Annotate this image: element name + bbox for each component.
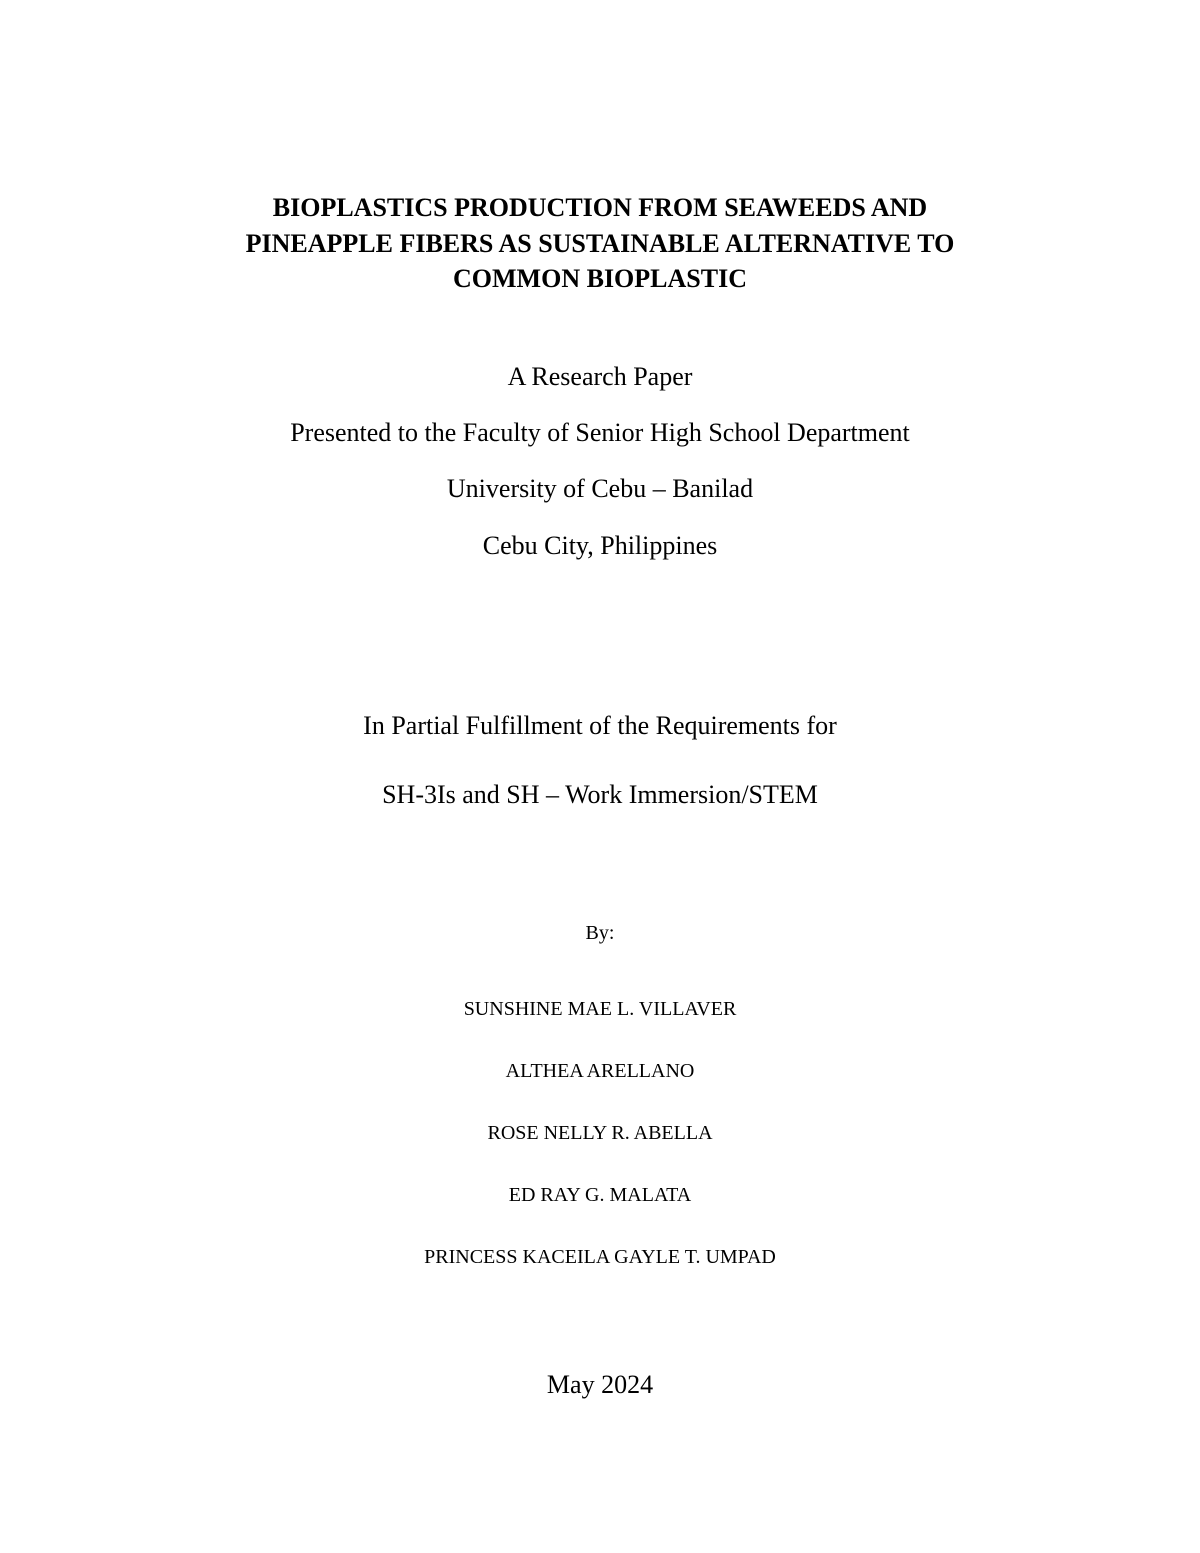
university-name: University of Cebu – Banilad <box>446 474 754 503</box>
paper-type: A Research Paper <box>507 362 693 391</box>
author-name: SUNSHINE MAE L. VILLAVER <box>463 998 737 1020</box>
course-requirement: SH-3Is and SH – Work Immersion/STEM <box>382 780 818 809</box>
presented-to: Presented to the Faculty of Senior High School Department <box>290 418 910 447</box>
fulfillment-statement: In Partial Fulfillment of the Requirements for <box>363 711 837 740</box>
paper-title-line-1: BIOPLASTICS PRODUCTION FROM SEAWEEDS AND <box>272 193 928 222</box>
author-name: ROSE NELLY R. ABELLA <box>487 1122 713 1144</box>
location: Cebu City, Philippines <box>482 531 718 560</box>
submission-date: May 2024 <box>546 1370 654 1399</box>
author-name: ALTHEA ARELLANO <box>505 1060 695 1082</box>
author-name: ED RAY G. MALATA <box>508 1184 692 1206</box>
paper-title-line-3: COMMON BIOPLASTIC <box>453 264 747 293</box>
paper-title-line-2: PINEAPPLE FIBERS AS SUSTAINABLE ALTERNATIVE TO <box>245 229 955 258</box>
author-name: PRINCESS KACEILA GAYLE T. UMPAD <box>424 1246 776 1268</box>
by-label: By: <box>585 922 615 944</box>
